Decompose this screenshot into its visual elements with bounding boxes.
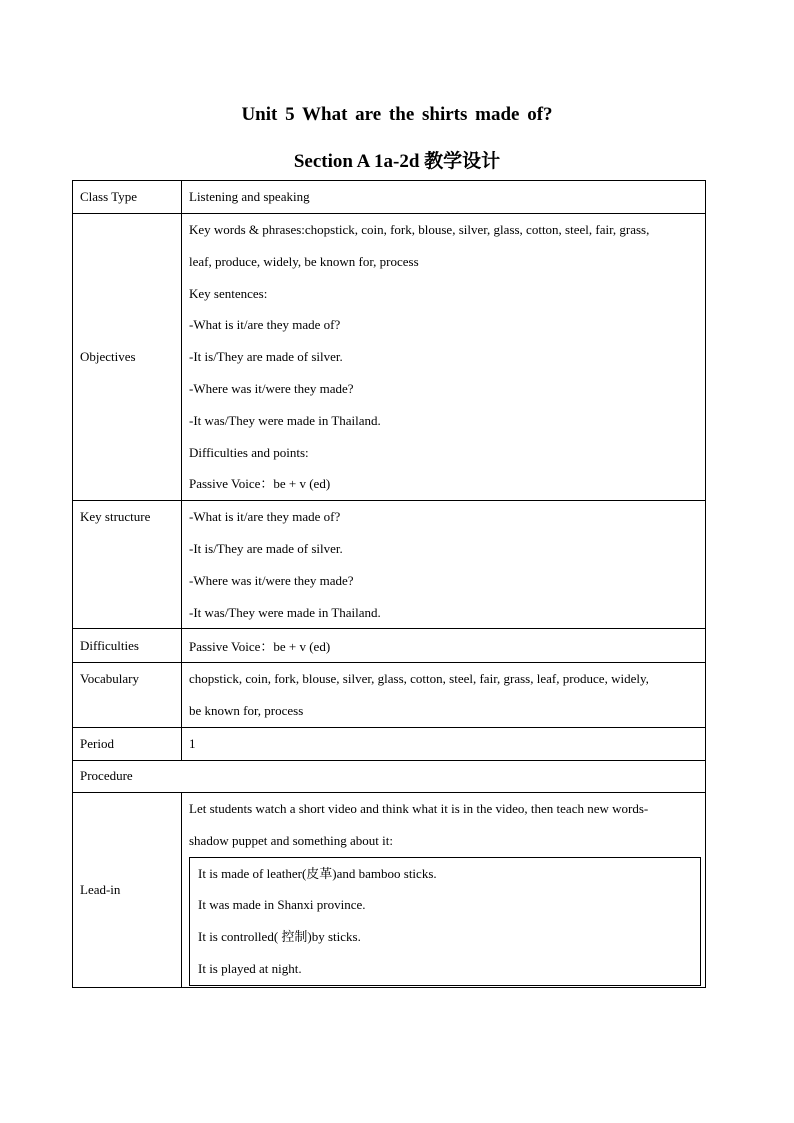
text-line: -Where was it/were they made? <box>189 572 354 588</box>
text-line: Difficulties and points: <box>189 444 309 460</box>
section-heading: Procedure <box>73 760 706 792</box>
text-line: leaf, produce, widely, be known for, process <box>189 253 419 269</box>
row-value: Passive Voice：be + v (ed) <box>182 629 706 663</box>
row-value <box>182 214 706 501</box>
text-line: It is played at night. <box>198 960 302 976</box>
text-line: It is made of leather(皮革)and bamboo sticks. <box>198 865 437 881</box>
row-label: Objectives <box>73 214 182 501</box>
row-label-text: Key structure <box>80 509 151 525</box>
text-line: shadow puppet and something about it: <box>189 832 394 848</box>
text-line: chopstick, coin, fork, blouse, silver, glass, cotton, steel, fair, grass, leaf, produce, widely, <box>189 671 649 687</box>
text-line: Passive Voice：be + v (ed) <box>189 476 331 492</box>
text-line: Key sentences: <box>189 285 268 301</box>
text-line: Key words & phrases:chopstick, coin, fork, blouse, silver, glass, cotton, steel, fair, grass, <box>189 222 650 237</box>
text-line: -It was/They were made in Thailand. <box>189 604 381 620</box>
row-label: Difficulties <box>73 629 182 663</box>
text-line: be known for, process <box>189 703 304 719</box>
text-line: It was made in Shanxi province. <box>198 897 366 913</box>
text-line: It is controlled( 控制)by sticks. <box>198 929 361 945</box>
row-value <box>182 501 706 629</box>
text-line: -It is/They are made of silver. <box>189 349 343 365</box>
table-row-period <box>73 727 706 760</box>
table-row-class-type <box>73 181 706 214</box>
row-label: Period <box>73 727 182 760</box>
table-row-procedure <box>73 760 706 792</box>
text-line: -It was/They were made in Thailand. <box>189 412 381 428</box>
row-label: Lead-in <box>73 792 182 987</box>
row-value: 1 <box>182 727 706 760</box>
document-title: Unit 5 What are the shirts made of? <box>241 104 553 125</box>
document-subtitle: Section A 1a-2d 教学设计 <box>293 151 501 172</box>
text-line: -What is it/are they made of? <box>189 509 341 525</box>
row-label <box>73 501 182 629</box>
row-label <box>73 663 182 728</box>
table-row-key-structure <box>73 501 706 629</box>
table-row-vocabulary <box>73 663 706 728</box>
table-row-lead-in <box>73 792 706 987</box>
text-line: Let students watch a short video and think what it is in the video, then teach new words- <box>189 800 649 816</box>
row-value <box>182 663 706 728</box>
row-value <box>182 792 706 987</box>
text-line: -Where was it/were they made? <box>189 380 354 396</box>
example-text-box <box>189 857 701 986</box>
table-row-difficulties <box>73 629 706 663</box>
text-line: -It is/They are made of silver. <box>189 540 343 556</box>
lesson-plan-table <box>72 180 706 988</box>
row-label-text: Vocabulary <box>80 671 139 687</box>
row-label: Class Type <box>73 181 182 214</box>
table-row-objectives <box>73 214 706 501</box>
text-line: -What is it/are they made of? <box>189 317 341 333</box>
row-value: Listening and speaking <box>182 181 706 214</box>
